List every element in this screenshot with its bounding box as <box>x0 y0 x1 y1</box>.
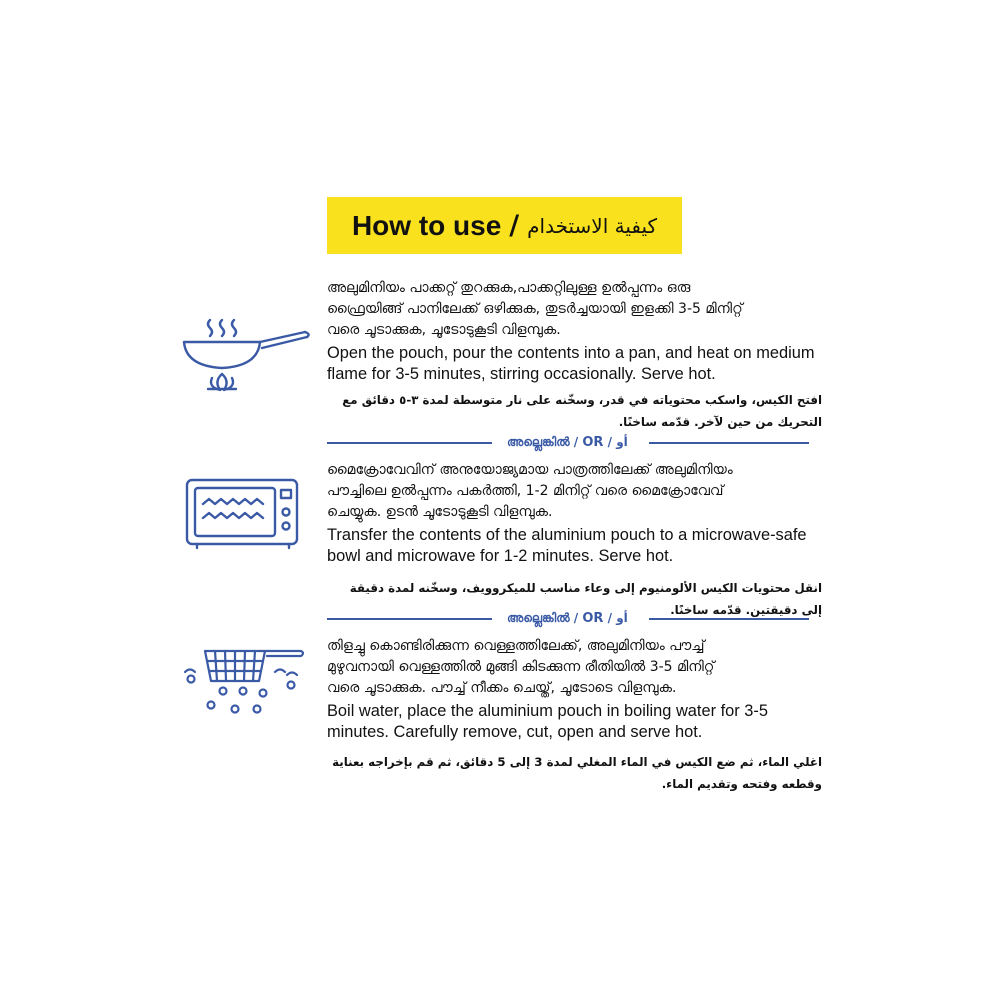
or-ar: أو <box>616 435 628 449</box>
step-1-malayalam-line-3: വരെ ചൂടാക്കുക, ചൂടോടുകൂടി വിളമ്പുക. <box>327 322 561 338</box>
or-en: OR <box>582 435 604 450</box>
title-separator: / <box>509 210 520 241</box>
step-3-malayalam-line-3: വരെ ചൂടാക്കുക. പൗച്ച് നീക്കം ചെയ്ത്, ചൂടോടെ വിളമ്പുക. <box>327 680 677 696</box>
step-2-arabic: انقل محتويات الكيس الألومنيوم إلى وعاء مناسب للميكروويف، وسخّنه لمدة دقيقة إلى دقيقتين. قدّمه ساخنًا. <box>349 581 822 617</box>
step-1 <box>327 278 822 433</box>
step-2-malayalam-line-2: പൗച്ചിലെ ഉൽപ്പന്നം പകർത്തി, 1-2 മിനിറ്റ് വരെ മൈക്രോവേവ് <box>327 483 724 499</box>
or-divider-2 <box>327 608 809 628</box>
or-en: OR <box>582 611 604 626</box>
frying-pan-on-flame-icon <box>180 316 315 394</box>
step-3-malayalam-line-2: മുഴുവനായി വെള്ളത്തിൽ മുങ്ങി കിടക്കുന്ന രീതിയിൽ 3-5 മിനിറ്റ് <box>327 659 715 675</box>
or-ml: അല്ലെങ്കിൽ <box>507 611 570 625</box>
or-divider-2-label: അല്ലെങ്കിൽ / OR / أو <box>507 611 628 626</box>
step-3-english: Boil water, place the aluminium pouch in boiling water for 3-5 minutes. Carefully remove, cut, open and serve hot. <box>327 702 768 741</box>
title-arabic: كيفية الاستخدام <box>527 213 658 238</box>
step-3-malayalam-line-1: തിളച്ചു കൊണ്ടിരിക്കുന്ന വെള്ളത്തിലേക്ക്, അലുമിനിയം പൗച്ച് <box>327 638 705 654</box>
step-2-english: Transfer the contents of the aluminium pouch to a microwave-safe bowl and microwave for 1-2 minutes. Serve hot. <box>327 526 807 565</box>
step-1-malayalam-line-1: അലുമിനിയം പാക്കറ്റ് തുറക്കുക,പാക്കറ്റിലുള്ള ഉൽപ്പന്നം ഒരു <box>327 280 691 296</box>
or-divider-1-label: അല്ലെങ്കിൽ / OR / أو <box>507 435 628 450</box>
how-to-use-banner <box>327 197 682 254</box>
step-2-malayalam-line-3: ചെയ്യുക. ഉടൻ ചൂടോടുകൂടി വിളമ്പുക. <box>327 504 553 520</box>
step-1-arabic: افتح الكيس، واسكب محتوياته في قدر، وسخّنه على نار متوسطة لمدة ٣-٥ دقائق مع التحريك من حين لآخر. قدّمه ساخنًا. <box>342 393 822 429</box>
microwave-oven-icon <box>185 478 301 550</box>
or-divider-1 <box>327 432 809 452</box>
or-ar: أو <box>616 611 628 625</box>
title-english: How to use <box>351 209 502 241</box>
step-3 <box>327 636 822 795</box>
step-1-english: Open the pouch, pour the contents into a pan, and heat on medium flame for 3-5 minutes, stirring occasionally. Serve hot. <box>327 344 815 383</box>
step-1-malayalam-line-2: ഫ്രൈയിങ്ങ് പാനിലേക്ക് ഒഴിക്കുക, തുടർച്ചയായി ഇളക്കി 3-5 മിനിറ്റ് <box>327 301 743 317</box>
or-ml: അല്ലെങ്കിൽ <box>507 435 570 449</box>
step-2 <box>327 460 822 621</box>
boiling-water-basket-icon <box>183 645 308 717</box>
step-2-malayalam-line-1: മൈക്രോവേവിന് അനുയോജ്യമായ പാത്രത്തിലേക്ക് അലുമിനിയം <box>327 462 733 478</box>
step-3-arabic: اغلي الماء، ثم ضع الكيس في الماء المغلي لمدة 3 إلى 5 دقائق، ثم قم بإخراجه بعناية وقطعه وفتحه وتقديم الماء. <box>332 755 822 791</box>
